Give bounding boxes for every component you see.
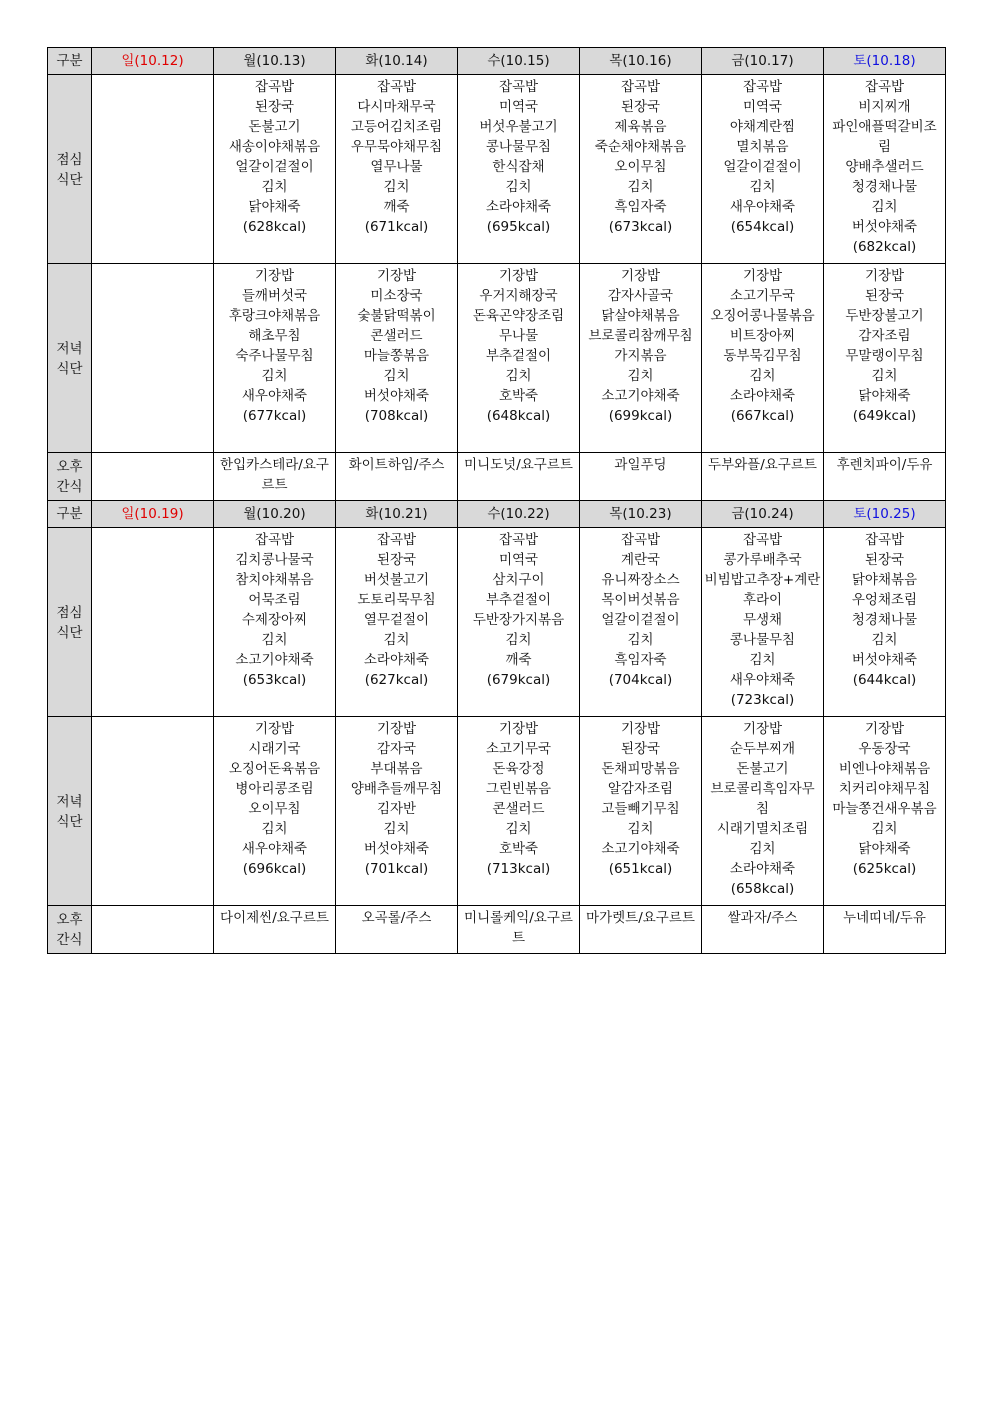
menu-item: 얼갈이겉절이 bbox=[601, 612, 680, 628]
day-header-cell: 화(10.14) bbox=[336, 48, 458, 75]
menu-item: 잡곡밥 bbox=[742, 79, 783, 95]
dinner-menu-cell bbox=[824, 264, 946, 453]
menu-item: 김치 bbox=[749, 368, 776, 384]
menu-item: 오이무침 bbox=[614, 159, 667, 175]
menu-item: 닭야채죽 bbox=[248, 199, 301, 215]
menu-item: (673kcal) bbox=[608, 219, 673, 235]
lunch-menu-cell bbox=[702, 528, 824, 717]
menu-item: 다시마채무국 bbox=[357, 99, 436, 115]
row-label-text: 오후 bbox=[56, 912, 83, 928]
day-header-cell: 목(10.23) bbox=[580, 501, 702, 528]
menu-item: 청경채나물 bbox=[851, 179, 918, 195]
menu-item: 참치야채볶음 bbox=[235, 572, 314, 588]
menu-item: 흑임자죽 bbox=[614, 199, 667, 215]
menu-item: 비지찌개 bbox=[858, 99, 911, 115]
lunch-menu-cell bbox=[214, 75, 336, 264]
snack-menu-cell bbox=[824, 906, 946, 954]
lunch-menu-cell bbox=[214, 528, 336, 717]
menu-item: 소라야채죽 bbox=[729, 861, 796, 877]
menu-item: 돈불고기 bbox=[736, 761, 789, 777]
row-label-text: 저녁 bbox=[56, 793, 83, 810]
menu-item: 된장국 bbox=[864, 288, 905, 304]
menu-item: 김치 bbox=[871, 821, 898, 837]
menu-item: 잡곡밥 bbox=[254, 532, 295, 548]
snack-menu-cell bbox=[458, 453, 580, 501]
menu-item: 새우야채죽 bbox=[241, 388, 308, 404]
menu-item: 그린빈볶음 bbox=[485, 781, 552, 797]
menu-item: 청경채나물 bbox=[851, 612, 918, 628]
menu-item: 김치 bbox=[505, 632, 532, 648]
menu-item: 닭야채볶음 bbox=[851, 572, 918, 588]
snack-item: 과일푸딩 bbox=[614, 457, 667, 473]
menu-item: 호박죽 bbox=[498, 388, 539, 404]
menu-item: (649kcal) bbox=[852, 408, 917, 424]
menu-item: (648kcal) bbox=[486, 408, 551, 424]
day-header-cell: 일(10.12) bbox=[92, 48, 214, 75]
day-header-cell: 토(10.25) bbox=[824, 501, 946, 528]
menu-item: 고등어김치조림 bbox=[350, 119, 443, 135]
menu-item: (628kcal) bbox=[242, 219, 307, 235]
menu-item: 수제장아찌 bbox=[241, 612, 308, 628]
menu-item: 김치 bbox=[383, 368, 410, 384]
menu-item: 목이버섯볶음 bbox=[601, 592, 680, 608]
menu-item: 기장밥 bbox=[254, 721, 295, 737]
row-label-text: 저녁 bbox=[56, 340, 83, 357]
snack-item: 누네띠네/두유 bbox=[843, 910, 926, 926]
menu-item: 김치 bbox=[383, 821, 410, 837]
menu-item: 도토리묵무침 bbox=[357, 592, 436, 608]
row-label-text: 간식 bbox=[56, 479, 83, 495]
snack-row bbox=[48, 906, 946, 954]
lunch-menu-cell bbox=[458, 75, 580, 264]
menu-item: 김자반 bbox=[376, 801, 417, 817]
menu-item: (713kcal) bbox=[486, 861, 551, 877]
menu-item: 김치 bbox=[383, 632, 410, 648]
menu-item: 미역국 bbox=[498, 99, 539, 115]
lunch-menu-cell bbox=[92, 75, 214, 264]
menu-item: 가지볶음 bbox=[614, 348, 667, 364]
lunch-row bbox=[48, 75, 946, 264]
dinner-menu-cell bbox=[336, 264, 458, 453]
menu-item: 무나물 bbox=[498, 328, 539, 344]
header-row bbox=[48, 501, 946, 528]
dinner-menu-cell bbox=[336, 717, 458, 906]
day-header-cell: 목(10.16) bbox=[580, 48, 702, 75]
menu-item: 죽순채야채볶음 bbox=[594, 139, 687, 155]
menu-item: 닭야채죽 bbox=[858, 388, 911, 404]
menu-item: 부추겉절이 bbox=[485, 348, 552, 364]
menu-item: 열무겉절이 bbox=[363, 612, 430, 628]
menu-item: 김치 bbox=[261, 179, 288, 195]
menu-item: 소고기야채죽 bbox=[601, 841, 680, 857]
menu-item: 들깨버섯국 bbox=[241, 288, 308, 304]
lunch-menu-cell bbox=[580, 528, 702, 717]
menu-item: 감자조림 bbox=[858, 328, 911, 344]
menu-item: 기장밥 bbox=[498, 721, 539, 737]
menu-item: 돈육곤약장조림 bbox=[472, 308, 565, 324]
menu-item: (658kcal) bbox=[730, 881, 795, 897]
snack-label-cell bbox=[48, 453, 92, 501]
dinner-menu-cell bbox=[702, 717, 824, 906]
menu-item: 기장밥 bbox=[254, 268, 295, 284]
menu-item: 감자사골국 bbox=[607, 288, 674, 304]
menu-item: 김치 bbox=[383, 179, 410, 195]
menu-item: 우엉채조림 bbox=[851, 592, 918, 608]
menu-item: 치커리야채무침 bbox=[838, 781, 931, 797]
menu-item: 미역국 bbox=[498, 552, 539, 568]
menu-item: 미소장국 bbox=[370, 288, 423, 304]
menu-item: 소고기야채죽 bbox=[235, 652, 314, 668]
menu-item: 김치 bbox=[871, 632, 898, 648]
menu-item: 콩가루배추국 bbox=[723, 552, 802, 568]
day-header-cell: 일(10.19) bbox=[92, 501, 214, 528]
row-label-text: 식단 bbox=[56, 624, 83, 641]
menu-item: 김치 bbox=[505, 821, 532, 837]
menu-item: 호박죽 bbox=[498, 841, 539, 857]
menu-item: 양배추샐러드 bbox=[845, 159, 924, 175]
menu-item: 김치 bbox=[261, 821, 288, 837]
menu-item: 김치 bbox=[505, 368, 532, 384]
menu-item: 오징어돈육볶음 bbox=[228, 761, 321, 777]
menu-item: 콩나물무침 bbox=[729, 632, 796, 648]
menu-item: 기장밥 bbox=[864, 721, 905, 737]
menu-item: 후랑크야채볶음 bbox=[228, 308, 321, 324]
menu-item: 무생채 bbox=[742, 612, 783, 628]
menu-item: 흑임자죽 bbox=[614, 652, 667, 668]
menu-item: 김치 bbox=[261, 632, 288, 648]
menu-item: 된장국 bbox=[620, 99, 661, 115]
day-header-cell: 화(10.21) bbox=[336, 501, 458, 528]
header-label-cell: 구분 bbox=[48, 48, 92, 75]
menu-item: 소고기야채죽 bbox=[601, 388, 680, 404]
menu-item: 비트장아찌 bbox=[729, 328, 796, 344]
snack-menu-cell bbox=[702, 906, 824, 954]
day-header-cell: 토(10.18) bbox=[824, 48, 946, 75]
menu-item: (696kcal) bbox=[242, 861, 307, 877]
menu-item: 알감자조림 bbox=[607, 781, 674, 797]
menu-item: 김치 bbox=[871, 199, 898, 215]
menu-item: 잡곡밥 bbox=[498, 532, 539, 548]
menu-item: (677kcal) bbox=[242, 408, 307, 424]
menu-item: 숯불닭떡볶이 bbox=[357, 308, 436, 324]
lunch-menu-cell bbox=[824, 528, 946, 717]
lunch-menu-cell bbox=[92, 528, 214, 717]
menu-item: 야채계란찜 bbox=[729, 119, 796, 135]
menu-item: 병아리콩조림 bbox=[235, 781, 314, 797]
lunch-label-cell bbox=[48, 528, 92, 717]
menu-item: 두반장불고기 bbox=[845, 308, 924, 324]
menu-item: (682kcal) bbox=[852, 239, 917, 255]
row-label-text: 식단 bbox=[56, 813, 83, 830]
menu-item: 잡곡밥 bbox=[864, 532, 905, 548]
dinner-label-cell bbox=[48, 264, 92, 453]
menu-item: 김치 bbox=[261, 368, 288, 384]
menu-item: 김치 bbox=[627, 368, 654, 384]
snack-menu-cell bbox=[214, 906, 336, 954]
menu-item: 우거지해장국 bbox=[479, 288, 558, 304]
row-label-text: 식단 bbox=[56, 171, 83, 188]
snack-item: 미니도넛/요구르트 bbox=[464, 457, 573, 473]
menu-item: 유니짜장소스 bbox=[601, 572, 680, 588]
menu-item: 새송이야채볶음 bbox=[228, 139, 321, 155]
menu-item: 콘샐러드 bbox=[492, 801, 545, 817]
menu-item: 김치콩나물국 bbox=[235, 552, 314, 568]
menu-item: 된장국 bbox=[254, 99, 295, 115]
dinner-label-cell bbox=[48, 717, 92, 906]
dinner-menu-cell bbox=[92, 717, 214, 906]
menu-item: 마늘쫑건새우볶음 bbox=[832, 801, 937, 817]
menu-item: 깨죽 bbox=[505, 652, 532, 668]
menu-item: 된장국 bbox=[864, 552, 905, 568]
menu-item: 돈채피망볶음 bbox=[601, 761, 680, 777]
menu-item: 돈불고기 bbox=[248, 119, 301, 135]
menu-item: 열무나물 bbox=[370, 159, 423, 175]
menu-item: 기장밥 bbox=[864, 268, 905, 284]
menu-item: 계란국 bbox=[620, 552, 661, 568]
snack-menu-cell bbox=[458, 906, 580, 954]
menu-item: 김치 bbox=[505, 179, 532, 195]
menu-item: 브로콜리흑임자무침 bbox=[710, 781, 815, 817]
menu-item: (679kcal) bbox=[486, 672, 551, 688]
menu-item: 잡곡밥 bbox=[376, 79, 417, 95]
menu-item: (644kcal) bbox=[852, 672, 917, 688]
day-header-cell: 수(10.22) bbox=[458, 501, 580, 528]
menu-item: 감자국 bbox=[376, 741, 417, 757]
lunch-menu-cell bbox=[702, 75, 824, 264]
menu-item: (653kcal) bbox=[242, 672, 307, 688]
menu-item: 오이무침 bbox=[248, 801, 301, 817]
dinner-menu-cell bbox=[214, 717, 336, 906]
menu-item: (723kcal) bbox=[730, 692, 795, 708]
snack-menu-cell bbox=[92, 453, 214, 501]
menu-item: 소라야채죽 bbox=[729, 388, 796, 404]
menu-item: (627kcal) bbox=[364, 672, 429, 688]
menu-item: 버섯야채죽 bbox=[851, 652, 918, 668]
snack-row bbox=[48, 453, 946, 501]
menu-item: 잡곡밥 bbox=[376, 532, 417, 548]
snack-item: 한입카스테라/요구르트 bbox=[220, 457, 329, 493]
row-label-text: 식단 bbox=[56, 360, 83, 377]
menu-item: 동부묵김무침 bbox=[723, 348, 802, 364]
menu-item: 김치 bbox=[871, 368, 898, 384]
lunch-menu-cell bbox=[336, 528, 458, 717]
dinner-menu-cell bbox=[580, 264, 702, 453]
menu-item: 기장밥 bbox=[742, 721, 783, 737]
snack-menu-cell bbox=[824, 453, 946, 501]
menu-item: 삼치구이 bbox=[492, 572, 545, 588]
menu-item: 김치 bbox=[749, 841, 776, 857]
menu-item: 멸치볶음 bbox=[736, 139, 789, 155]
dinner-menu-cell bbox=[580, 717, 702, 906]
menu-item: 잡곡밥 bbox=[498, 79, 539, 95]
snack-item: 두부와플/요구르트 bbox=[708, 457, 817, 473]
menu-item: 김치 bbox=[749, 179, 776, 195]
menu-item: 소라야채죽 bbox=[363, 652, 430, 668]
menu-item: 김치 bbox=[627, 821, 654, 837]
menu-item: (695kcal) bbox=[486, 219, 551, 235]
dinner-menu-cell bbox=[458, 717, 580, 906]
snack-menu-cell bbox=[214, 453, 336, 501]
menu-item: (671kcal) bbox=[364, 219, 429, 235]
menu-item: 김치 bbox=[627, 179, 654, 195]
lunch-row bbox=[48, 528, 946, 717]
day-header-cell: 금(10.24) bbox=[702, 501, 824, 528]
menu-item: (704kcal) bbox=[608, 672, 673, 688]
menu-item: 기장밥 bbox=[742, 268, 783, 284]
menu-item: 버섯야채죽 bbox=[363, 841, 430, 857]
day-header-cell: 금(10.17) bbox=[702, 48, 824, 75]
snack-item: 오곡롤/주스 bbox=[361, 910, 432, 926]
menu-item: 버섯야채죽 bbox=[851, 219, 918, 235]
snack-menu-cell bbox=[336, 453, 458, 501]
menu-item: 우동장국 bbox=[858, 741, 911, 757]
row-label-text: 점심 bbox=[56, 151, 83, 168]
menu-item: 잡곡밥 bbox=[864, 79, 905, 95]
menu-item: 부대볶음 bbox=[370, 761, 423, 777]
menu-item: 버섯우불고기 bbox=[479, 119, 558, 135]
day-header-cell: 수(10.15) bbox=[458, 48, 580, 75]
menu-item: 버섯불고기 bbox=[363, 572, 430, 588]
menu-item: 돈육강정 bbox=[492, 761, 545, 777]
snack-item: 다이제씬/요구르트 bbox=[220, 910, 329, 926]
dinner-menu-cell bbox=[702, 264, 824, 453]
lunch-menu-cell bbox=[580, 75, 702, 264]
dinner-menu-cell bbox=[92, 264, 214, 453]
menu-item: 고들빼기무침 bbox=[601, 801, 680, 817]
menu-item: 시래기국 bbox=[248, 741, 301, 757]
menu-item: 기장밥 bbox=[620, 268, 661, 284]
lunch-menu-cell bbox=[458, 528, 580, 717]
menu-item: 한식잡채 bbox=[492, 159, 545, 175]
menu-item: (699kcal) bbox=[608, 408, 673, 424]
snack-menu-cell bbox=[92, 906, 214, 954]
dinner-row bbox=[48, 717, 946, 906]
menu-item: 양배추들깨무침 bbox=[350, 781, 443, 797]
dinner-row bbox=[48, 264, 946, 453]
lunch-menu-cell bbox=[824, 75, 946, 264]
menu-item: 얼갈이겉절이 bbox=[235, 159, 314, 175]
menu-item: 콩나물무침 bbox=[485, 139, 552, 155]
menu-item: 잡곡밥 bbox=[742, 532, 783, 548]
menu-item: 브로콜리참깨무침 bbox=[588, 328, 693, 344]
menu-item: 숙주나물무침 bbox=[235, 348, 314, 364]
row-label-text: 간식 bbox=[56, 932, 83, 948]
menu-item: 기장밥 bbox=[498, 268, 539, 284]
menu-item: 닭살야채볶음 bbox=[601, 308, 680, 324]
menu-item: 기장밥 bbox=[376, 721, 417, 737]
menu-item: 새우야채죽 bbox=[729, 199, 796, 215]
menu-item: 닭야채죽 bbox=[858, 841, 911, 857]
snack-label-cell bbox=[48, 906, 92, 954]
menu-item: 새우야채죽 bbox=[241, 841, 308, 857]
menu-item: 부추겉절이 bbox=[485, 592, 552, 608]
lunch-menu-cell bbox=[336, 75, 458, 264]
row-label-text: 오후 bbox=[56, 459, 83, 475]
menu-item: 어묵조림 bbox=[248, 592, 301, 608]
snack-item: 미니롤케익/요구르트 bbox=[464, 910, 573, 946]
menu-item: 해초무침 bbox=[248, 328, 301, 344]
menu-item: 잡곡밥 bbox=[254, 79, 295, 95]
menu-item: 잡곡밥 bbox=[620, 79, 661, 95]
snack-item: 후렌치파이/두유 bbox=[836, 457, 933, 473]
snack-menu-cell bbox=[580, 453, 702, 501]
menu-item: 된장국 bbox=[620, 741, 661, 757]
menu-item: 미역국 bbox=[742, 99, 783, 115]
menu-item: 된장국 bbox=[376, 552, 417, 568]
menu-item: 김치 bbox=[627, 632, 654, 648]
menu-item: 순두부찌개 bbox=[729, 741, 796, 757]
menu-item: 소고기무국 bbox=[485, 741, 552, 757]
snack-item: 쌀과자/주스 bbox=[727, 910, 798, 926]
menu-item: 시래기멸치조림 bbox=[716, 821, 809, 837]
menu-item: 무말랭이무침 bbox=[845, 348, 924, 364]
menu-item: (708kcal) bbox=[364, 408, 429, 424]
dinner-menu-cell bbox=[824, 717, 946, 906]
menu-item: 제육볶음 bbox=[614, 119, 667, 135]
menu-item: 소라야채죽 bbox=[485, 199, 552, 215]
menu-item: 비엔나야채볶음 bbox=[838, 761, 931, 777]
menu-item: 오징어콩나물볶음 bbox=[710, 308, 815, 324]
menu-item: 두반장가지볶음 bbox=[472, 612, 565, 628]
menu-item: 얼갈이겉절이 bbox=[723, 159, 802, 175]
menu-item: (625kcal) bbox=[852, 861, 917, 877]
menu-item: 소고기무국 bbox=[729, 288, 796, 304]
snack-menu-cell bbox=[580, 906, 702, 954]
menu-item: 깨죽 bbox=[383, 199, 410, 215]
day-header-cell: 월(10.20) bbox=[214, 501, 336, 528]
menu-item: (651kcal) bbox=[608, 861, 673, 877]
menu-item: (701kcal) bbox=[364, 861, 429, 877]
snack-item: 마가렛트/요구르트 bbox=[586, 910, 695, 926]
menu-item: 콘샐러드 bbox=[370, 328, 423, 344]
dinner-menu-cell bbox=[214, 264, 336, 453]
snack-menu-cell bbox=[336, 906, 458, 954]
dinner-menu-cell bbox=[458, 264, 580, 453]
menu-item: 잡곡밥 bbox=[620, 532, 661, 548]
meal-schedule-table bbox=[47, 47, 946, 954]
snack-menu-cell bbox=[702, 453, 824, 501]
menu-item: 파인애플떡갈비조림 bbox=[832, 119, 937, 155]
menu-item: 버섯야채죽 bbox=[363, 388, 430, 404]
row-label-text: 점심 bbox=[56, 604, 83, 621]
menu-item: 기장밥 bbox=[620, 721, 661, 737]
menu-item: (654kcal) bbox=[730, 219, 795, 235]
header-label-cell: 구분 bbox=[48, 501, 92, 528]
menu-item: 비빔밥고추장+계란후라이 bbox=[704, 572, 821, 608]
menu-item: 김치 bbox=[749, 652, 776, 668]
day-header-cell: 월(10.13) bbox=[214, 48, 336, 75]
menu-item: 우무묵야채무침 bbox=[350, 139, 443, 155]
menu-item: 기장밥 bbox=[376, 268, 417, 284]
header-row bbox=[48, 48, 946, 75]
menu-item: (667kcal) bbox=[730, 408, 795, 424]
menu-item: 새우야채죽 bbox=[729, 672, 796, 688]
menu-item: 마늘쫑볶음 bbox=[363, 348, 430, 364]
snack-item: 화이트하임/주스 bbox=[348, 457, 445, 473]
lunch-label-cell bbox=[48, 75, 92, 264]
